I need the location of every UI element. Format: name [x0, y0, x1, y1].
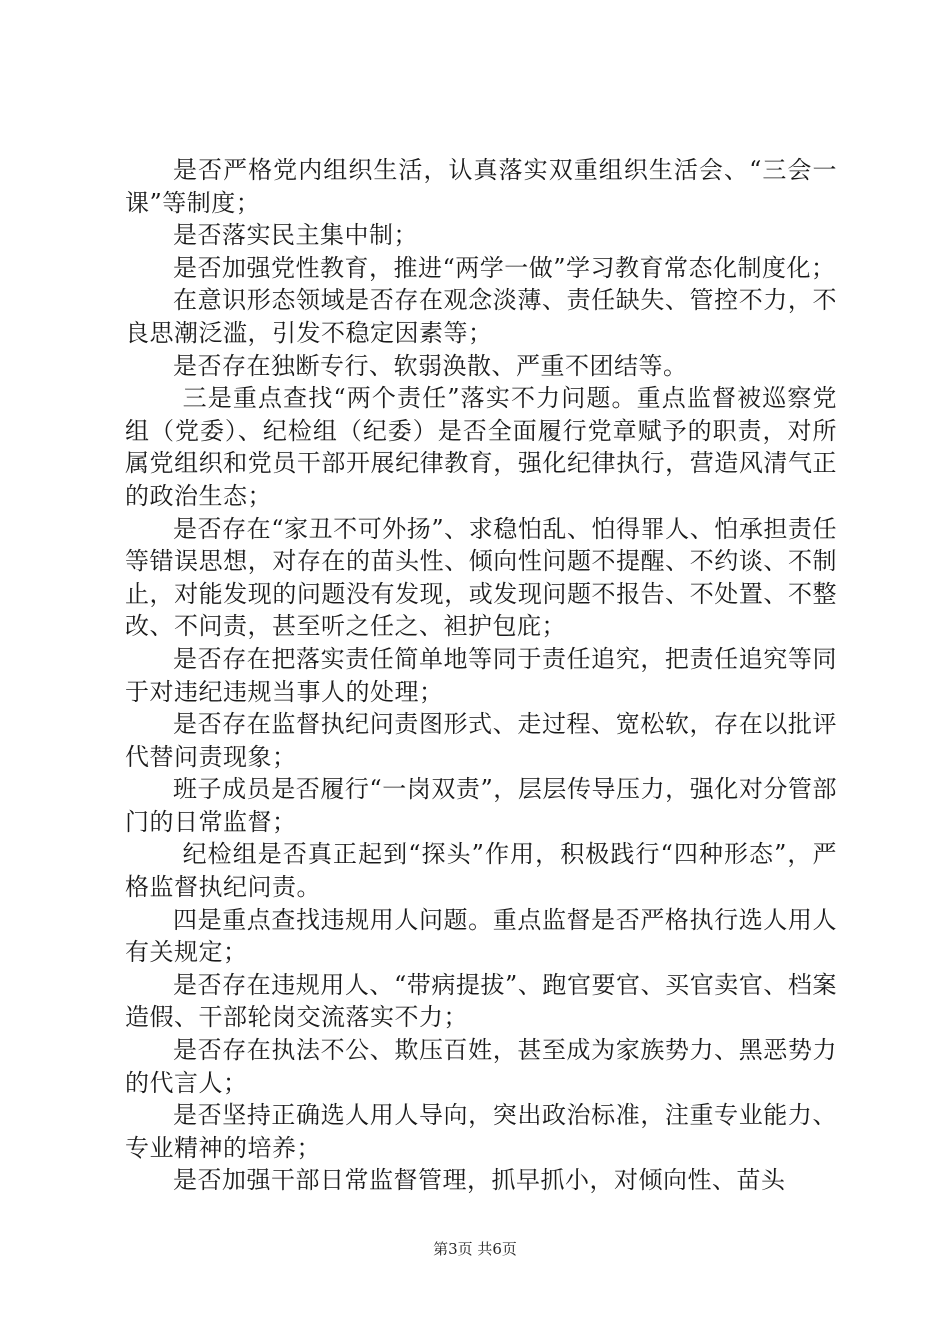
- paragraph: 是否存在独断专行、软弱涣散、严重不团结等。: [173, 351, 688, 380]
- paragraph: 是否加强党性教育，推进“两学一做”学习教育常态化制度化；: [173, 253, 836, 282]
- paragraph: 是否存在违规用人、“带病提拔”、跑官要官、买官卖官、档案造假、干部轮岗交流落实不力；: [125, 970, 837, 1032]
- paragraph: 在意识形态领域是否存在观念淡薄、责任缺失、管控不力，不良思潮泛滥，引发不稳定因素等；: [125, 286, 837, 347]
- paragraph: 是否存在“家丑不可外扬”、求稳怕乱、怕得罪人、怕承担责任等错误思想，对存在的苗头性、倾向性问题不提醒、不约谈、不制止，对能发现的问题没有发现，或发现问题不报告、不处置、不整改、不问责，甚至听之任之、袒护包庇；: [125, 514, 837, 641]
- paragraph: 是否严格党内组织生活，认真落实双重组织生活会、“三会一课”等制度；: [125, 156, 837, 217]
- paragraph: 是否加强干部日常监督管理，抓早抓小，对倾向性、苗头: [173, 1166, 786, 1195]
- paragraph: 是否存在把落实责任简单地等同于责任追究，把责任追究等同于对违纪违规当事人的处理；: [125, 644, 837, 706]
- paragraph: 是否存在执法不公、欺压百姓，甚至成为家族势力、黑恶势力的代言人；: [125, 1036, 837, 1097]
- paragraph: 是否存在监督执纪问责图形式、走过程、宽松软，存在以批评代替问责现象；: [125, 710, 837, 771]
- paragraph: 纪检组是否真正起到“探头”作用，积极践行“四种形态”，严格监督执纪问责。: [125, 840, 837, 902]
- paragraph: 四是重点查找违规用人问题。重点监督是否严格执行选人用人有关规定；: [125, 905, 837, 967]
- paragraph: 三是重点查找“两个责任”落实不力问题。重点监督被巡察党组（党委）、纪检组（纪委）是否全面履行党章赋予的职责，对所属党组织和党员干部开展纪律教育，强化纪律执行，营造风清气正的政治生态；: [125, 384, 837, 510]
- page-number: 第3页 共6页: [433, 1240, 517, 1258]
- paragraph: 是否落实民主集中制；: [173, 221, 418, 250]
- paragraph: 是否坚持正确选人用人导向，突出政治标准，注重专业能力、专业精神的培养；: [125, 1101, 837, 1162]
- paragraph: 班子成员是否履行“一岗双责”，层层传导压力，强化对分管部门的日常监督；: [125, 775, 837, 836]
- document-body: [125, 154, 837, 1197]
